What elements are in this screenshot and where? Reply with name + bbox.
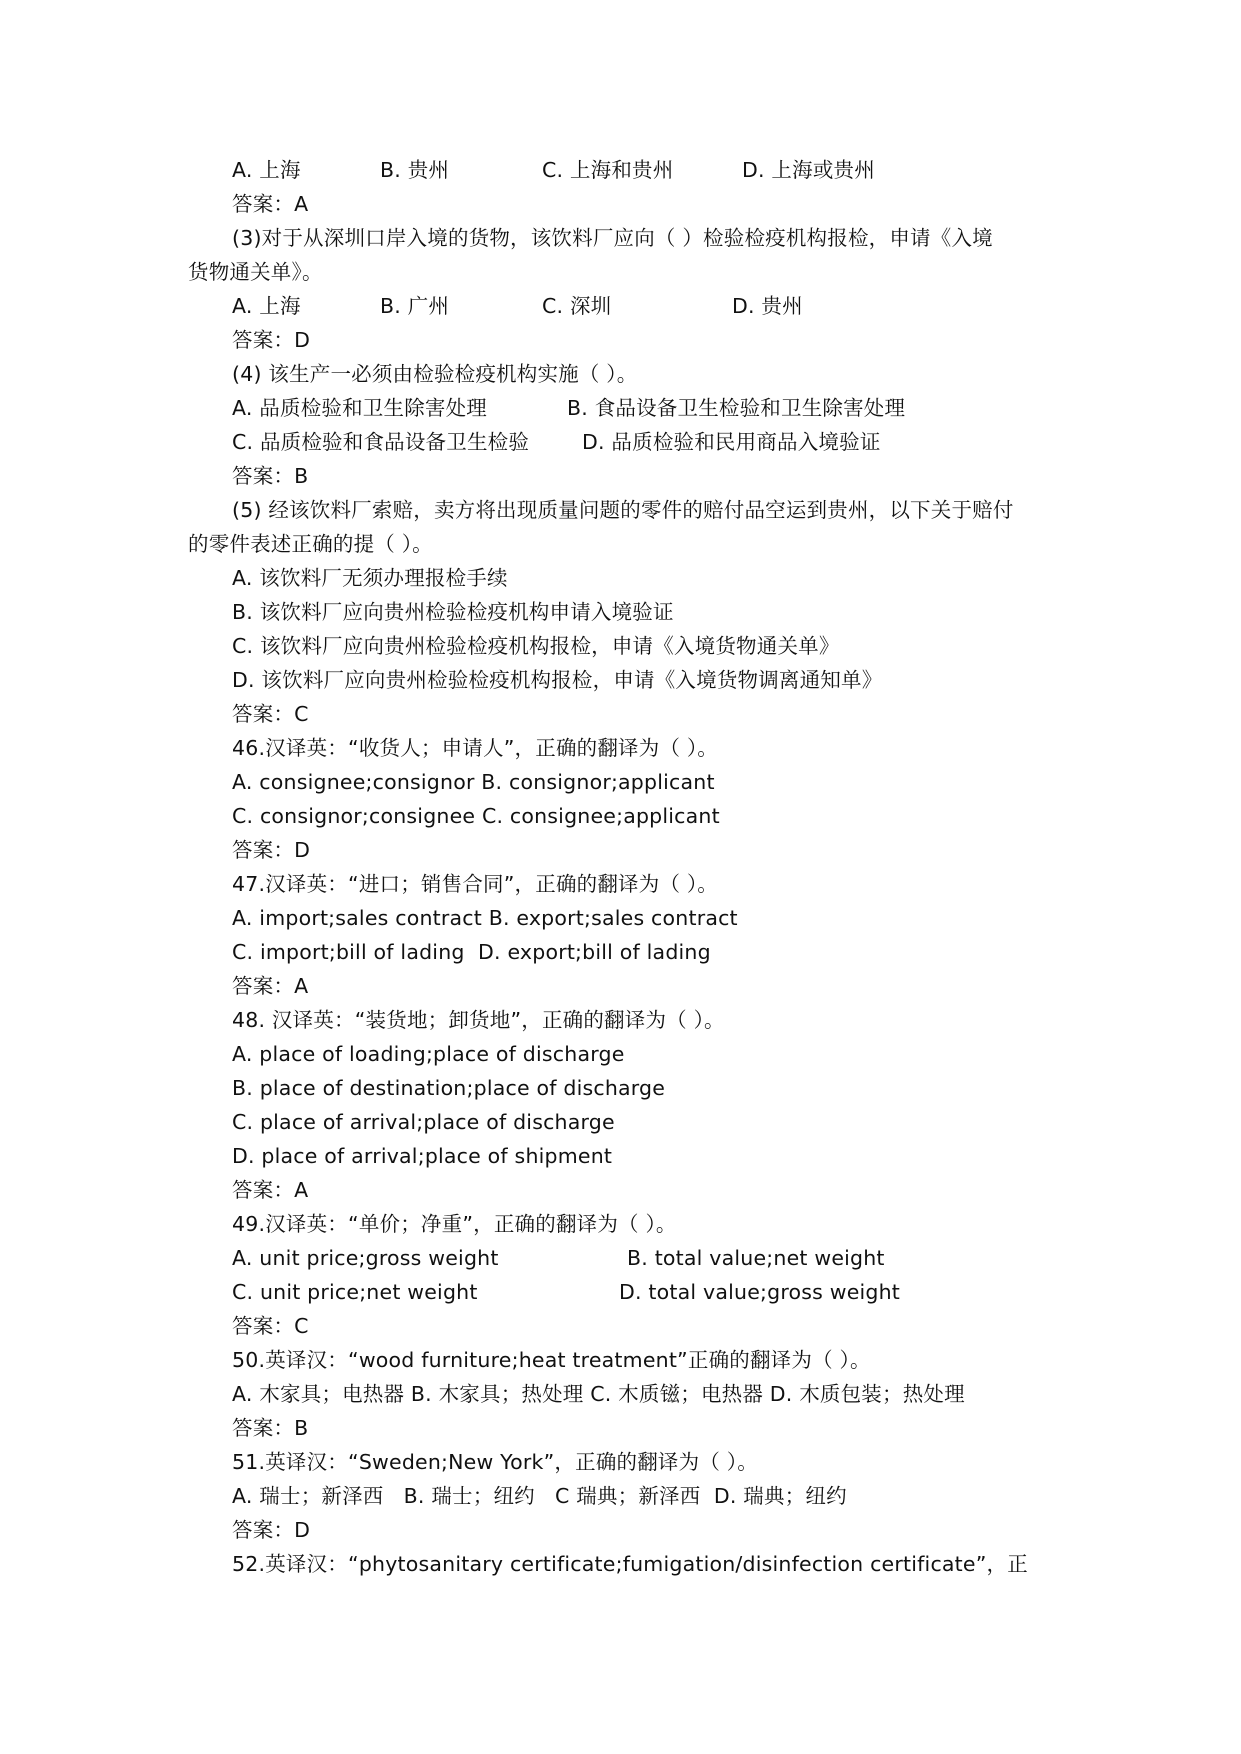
question-line: 52.英译汉：“phytosanitary certificate;fumigation/disinfection certificate”，正 bbox=[232, 1552, 1028, 1576]
question-line: 48. 汉译英：“装货地；卸货地”，正确的翻译为（ ）。 bbox=[232, 1008, 725, 1032]
answer-line: 答案：A bbox=[232, 1178, 309, 1202]
answer-line: 答案：D bbox=[232, 1518, 311, 1542]
option-line: C. 该饮料厂应向贵州检验检疫机构报检，申请《入境货物通关单》 bbox=[232, 634, 840, 658]
question-continuation-line: 货物通关单》。 bbox=[188, 260, 323, 284]
question-line: (4) 该生产一必须由检验检疫机构实施（ ）。 bbox=[232, 362, 638, 386]
option-b: B. 广州 bbox=[380, 294, 450, 318]
option-a: A. 上海 bbox=[232, 294, 301, 318]
option-line: A. consignee;consignor B. consignor;applicant bbox=[232, 770, 715, 794]
answer-line: 答案：B bbox=[232, 1416, 309, 1440]
option-c: C. 上海和贵州 bbox=[542, 158, 674, 182]
option-line: B. 该饮料厂应向贵州检验检疫机构申请入境验证 bbox=[232, 600, 674, 624]
question-line: 51.英译汉：“Sweden;New York”，正确的翻译为（ ）。 bbox=[232, 1450, 758, 1474]
answer-line: 答案：D bbox=[232, 328, 311, 352]
option-b: B. total value;net weight bbox=[627, 1246, 885, 1270]
question-line: (3)对于从深圳口岸入境的货物，该饮料厂应向（ ）检验检疫机构报检，申请《入境 bbox=[232, 226, 993, 250]
answer-line: 答案：C bbox=[232, 1314, 309, 1338]
question-line: 46.汉译英：“收货人；申请人”，正确的翻译为（ ）。 bbox=[232, 736, 719, 760]
option-line: A. import;sales contract B. export;sales contract bbox=[232, 906, 738, 930]
option-c: C. 深圳 bbox=[542, 294, 612, 318]
option-c: C. unit price;net weight bbox=[232, 1280, 478, 1304]
option-a: A. 上海 bbox=[232, 158, 301, 182]
option-d: D. 贵州 bbox=[732, 294, 803, 318]
option-b: B. 贵州 bbox=[380, 158, 450, 182]
option-line: A. 木家具；电热器 B. 木家具；热处理 C. 木质镃；电热器 D. 木质包装；热处理 bbox=[232, 1382, 965, 1406]
option-line: C. import;bill of lading D. export;bill of lading bbox=[232, 940, 711, 964]
option-line: D. 该饮料厂应向贵州检验检疫机构报检，申请《入境货物调离通知单》 bbox=[232, 668, 883, 692]
question-line: (5) 经该饮料厂索赔，卖方将出现质量问题的零件的赔付品空运到贵州，以下关于赔付 bbox=[232, 498, 1014, 522]
option-d: D. total value;gross weight bbox=[619, 1280, 901, 1304]
option-line: D. place of arrival;place of shipment bbox=[232, 1144, 613, 1168]
answer-line: 答案：A bbox=[232, 192, 309, 216]
answer-line: 答案：B bbox=[232, 464, 309, 488]
option-line: A. place of loading;place of discharge bbox=[232, 1042, 625, 1066]
option-a: A. unit price;gross weight bbox=[232, 1246, 499, 1270]
option-line: C. consignor;consignee C. consignee;applicant bbox=[232, 804, 720, 828]
option-b: B. 食品设备卫生检验和卫生除害处理 bbox=[567, 396, 906, 420]
option-line: B. place of destination;place of discharge bbox=[232, 1076, 666, 1100]
option-d: D. 品质检验和民用商品入境验证 bbox=[582, 430, 881, 454]
question-line: 47.汉译英：“进口；销售合同”，正确的翻译为（ ）。 bbox=[232, 872, 719, 896]
answer-line: 答案：C bbox=[232, 702, 309, 726]
question-line: 49.汉译英：“单价；净重”，正确的翻译为（ ）。 bbox=[232, 1212, 677, 1236]
option-a: A. 品质检验和卫生除害处理 bbox=[232, 396, 487, 420]
option-d: D. 上海或贵州 bbox=[742, 158, 875, 182]
question-continuation-line: 的零件表述正确的提（ ）。 bbox=[188, 532, 433, 556]
option-line: C. place of arrival;place of discharge bbox=[232, 1110, 615, 1134]
question-line: 50.英译汉：“wood furniture;heat treatment”正确的翻译为（ ）。 bbox=[232, 1348, 871, 1372]
option-line: A. 瑞士；新泽西 B. 瑞士；纽约 C 瑞典；新泽西 D. 瑞典；纽约 bbox=[232, 1484, 847, 1508]
option-line: A. 该饮料厂无须办理报检手续 bbox=[232, 566, 508, 590]
option-c: C. 品质检验和食品设备卫生检验 bbox=[232, 430, 530, 454]
answer-line: 答案：D bbox=[232, 838, 311, 862]
answer-line: 答案：A bbox=[232, 974, 309, 998]
